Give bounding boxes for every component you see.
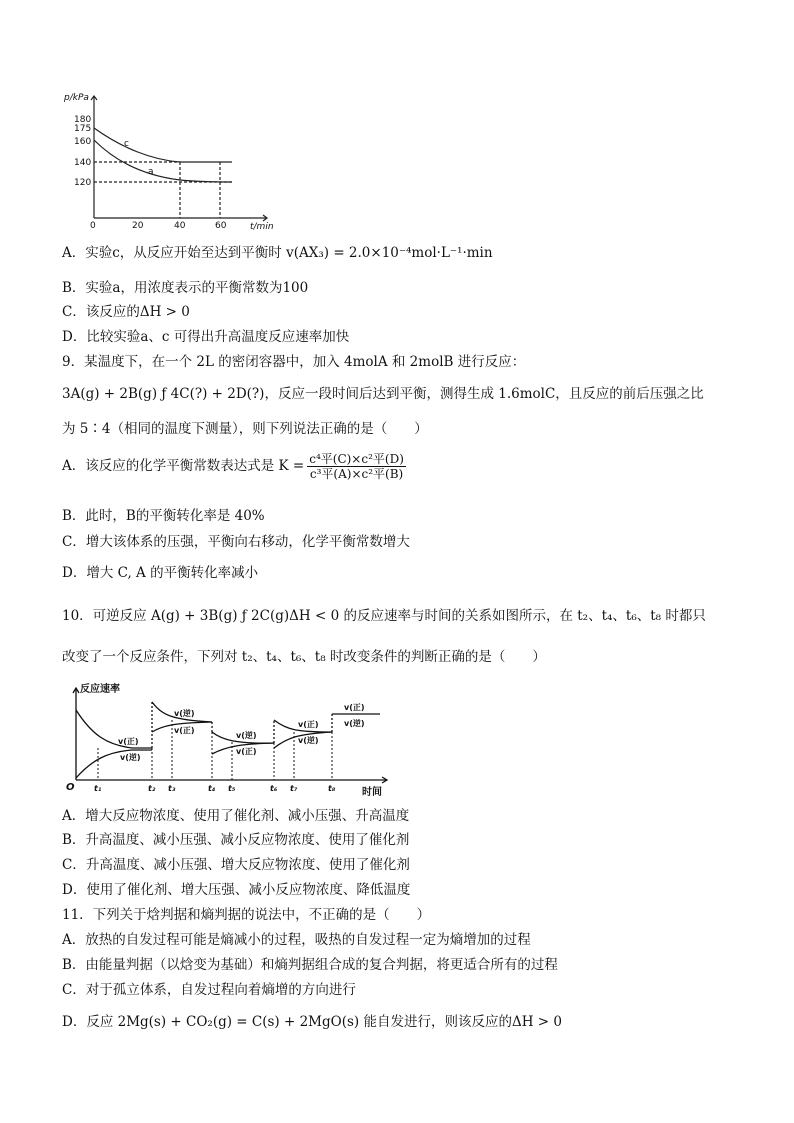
rate-label: v(正): [118, 737, 139, 746]
v-reverse-curve-1: [76, 750, 152, 778]
t-label: t₇: [290, 784, 298, 793]
q8-option-d: D．比较实验a、c 可得出升高温度反应速率加快: [62, 329, 350, 345]
q9-stem-2: 3A(g) + 2B(g) ƒ 4C(?) + 2D(?)，反应一段时间后达到平衡，测得生成 1.6molC，且反应的前后压强之比: [62, 386, 704, 402]
y-tick: 175: [74, 124, 92, 134]
rate-label: v(正): [298, 720, 319, 729]
t-label: t₁: [94, 784, 102, 793]
t-label: t₈: [328, 784, 336, 793]
fraction-numerator: c⁴平(C)×c²平(D): [309, 452, 404, 466]
t-label: t₃: [168, 784, 176, 793]
curve-a: [94, 140, 232, 182]
y-axis-label: 反应速率: [80, 684, 120, 695]
x-axis-label: t/min: [250, 222, 274, 230]
rate-label: v(逆): [236, 731, 257, 740]
rate-label: v(逆): [298, 736, 319, 745]
y-tick: 180: [74, 115, 92, 125]
q10-stem-2: 改变了一个反应条件，下列对 t₂、t₄、t₆、t₈ 时改变条件的判断正确的是（ ）: [62, 649, 546, 665]
q9-option-a-prefix: A．该反应的化学平衡常数表达式是 K =: [62, 458, 305, 474]
rate-label: v(逆): [120, 753, 141, 762]
x-tick: 20: [132, 221, 144, 230]
q9-option-c: C．增大该体系的压强，平衡向右移动，化学平衡常数增大: [62, 534, 410, 550]
q11-option-d: D．反应 2Mg(s) + CO₂(g) = C(s) + 2MgO(s) 能自发进行，则该反应的ΔH > 0: [62, 1014, 562, 1030]
x-tick: 0: [90, 221, 96, 230]
t-label: t₄: [208, 784, 216, 793]
t-label: t₆: [270, 784, 278, 793]
q9-stem-3: 为 5∶4（相同的温度下测量），则下列说法正确的是（ ）: [62, 421, 428, 437]
y-tick: 120: [74, 178, 92, 188]
q9-stem-1: 9．某温度下，在一个 2L 的密闭容器中，加入 4molA 和 2molB 进行反应：: [62, 354, 526, 370]
rate-label: v(逆): [174, 709, 195, 718]
rate-label: v(正): [174, 726, 195, 735]
t-label: t₂: [148, 784, 156, 793]
x-axis-label: 时间: [362, 787, 382, 798]
q8-option-a: A．实验c，从反应开始至达到平衡时 v(AX₃) = 2.0×10⁻⁴mol·L⁻¹·min: [62, 245, 493, 261]
q10-option-a: A．增大反应物浓度、使用了催化剂、减小压强、升高温度: [62, 808, 410, 824]
v-forward-curve-1: [76, 710, 152, 748]
x-tick: 40: [174, 221, 186, 230]
y-tick: 160: [74, 137, 92, 147]
q11-option-b: B．由能量判据（以焓变为基础）和熵判据组合成的复合判据，将更适合所有的过程: [62, 957, 558, 973]
q11-option-a: A．放热的自发过程可能是熵减小的过程，吸热的自发过程一定为熵增加的过程: [62, 932, 531, 948]
q8-option-c: C．该反应的ΔH > 0: [62, 304, 190, 320]
rate-label: v(正): [236, 747, 257, 756]
q9-option-d: D．增大 C, A 的平衡转化率减小: [62, 565, 259, 581]
rate-time-figure: [62, 680, 402, 802]
equilibrium-constant-fraction: [307, 452, 406, 481]
fraction-denominator: c³平(A)×c²平(B): [309, 467, 404, 481]
q10-option-d: D．使用了催化剂、增大压强、减小反应物浓度、降低温度: [62, 882, 411, 898]
q9-option-b: B．此时，B的平衡转化率是 40%: [62, 508, 265, 524]
origin-label: O: [66, 782, 75, 793]
rate-label: v(正): [344, 703, 365, 712]
q10-option-b: B．升高温度、减小压强、减小反应物浓度、使用了催化剂: [62, 832, 410, 848]
q10-option-c: C．升高温度、减小压强、增大反应物浓度、使用了催化剂: [62, 857, 410, 873]
curve-label-a: a: [148, 167, 154, 177]
q10-stem-1: 10．可逆反应 A(g) + 3B(g) ƒ 2C(g)ΔH < 0 的反应速率与时间的关系如图所示，在 t₂、t₄、t₆、t₈ 时都只: [62, 608, 706, 624]
q11-option-c: C．对于孤立体系，自发过程向着熵增的方向进行: [62, 982, 356, 998]
y-axis-label: p/kPa: [64, 93, 89, 103]
y-tick: 140: [74, 158, 92, 168]
q8-option-b: B．实验a，用浓度表示的平衡常数为100: [62, 280, 309, 296]
rate-label: v(逆): [344, 719, 365, 728]
t-label: t₅: [228, 784, 236, 793]
curve-label-c: c: [124, 139, 129, 149]
q11-stem: 11．下列关于焓判据和熵判据的说法中，不正确的是（ ）: [62, 907, 431, 923]
x-tick: 60: [215, 221, 227, 230]
pressure-time-figure: [62, 88, 282, 230]
q9-option-a: [62, 452, 406, 481]
